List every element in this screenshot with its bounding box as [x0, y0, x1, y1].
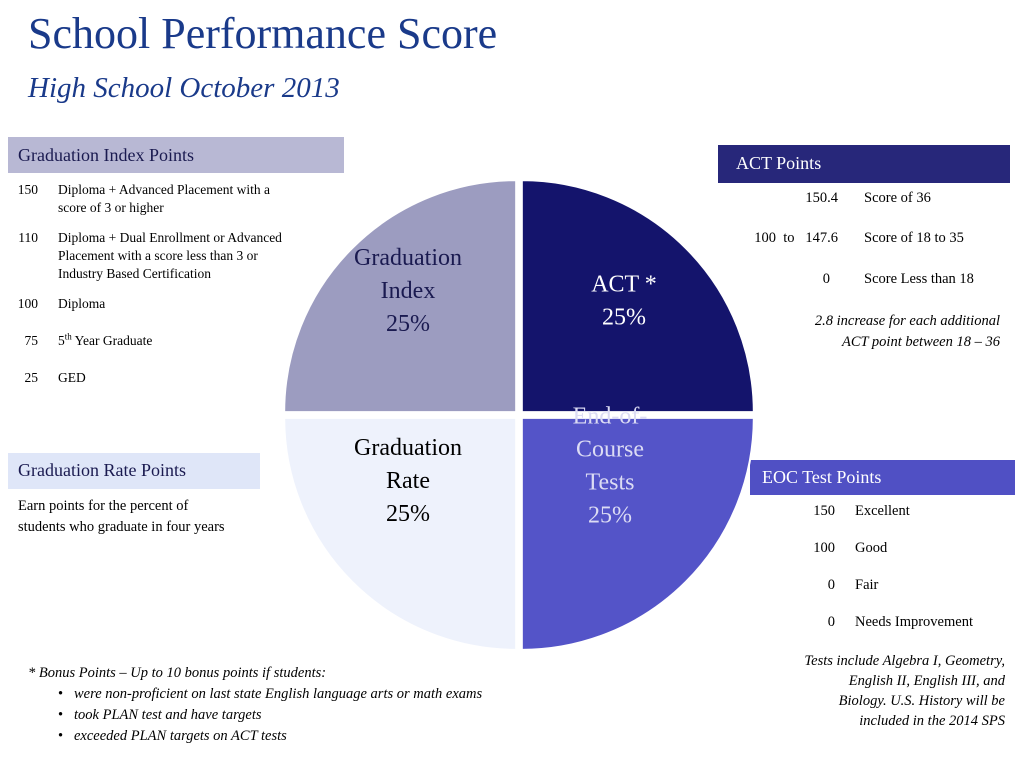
points-value: 75 — [24, 333, 38, 348]
row-description: GED — [58, 370, 86, 385]
graduation-rate-description: Earn points for the percent of students who graduate in four years — [18, 498, 225, 535]
pie-slice-label: End-of-Course Tests 25% — [572, 403, 648, 529]
row-description: Score Less than 18 — [864, 271, 974, 287]
points-value: 0 — [827, 577, 835, 593]
row-description: Diploma — [58, 296, 106, 311]
pie-slice-label: Graduation Index 25% — [354, 245, 462, 337]
bullet: • — [58, 686, 64, 702]
row-description: Score of 36 — [864, 190, 931, 206]
act-note: 2.8 increase for each additional ACT point between 18 – 36 — [814, 313, 1000, 350]
pie-chart-svg — [284, 180, 754, 650]
eoc-points-table — [760, 503, 1010, 633]
bonus-points-note — [28, 663, 588, 747]
bonus-list — [28, 684, 588, 747]
act-points-table — [718, 190, 1018, 300]
points-value: 0 — [827, 614, 835, 630]
row-description: Score of 18 to 35 — [864, 230, 964, 246]
row-description: 5th Year Graduate — [58, 331, 153, 348]
row-description: Excellent — [855, 503, 910, 519]
points-value: 150 — [17, 182, 38, 197]
points-value: 150 — [813, 503, 835, 519]
page-subtitle: High School October 2013 — [28, 72, 340, 104]
eoc-points-header: EOC Test Points — [750, 460, 1015, 495]
page-title: School Performance Score — [28, 9, 498, 58]
points-value: 100 — [17, 296, 38, 311]
row-description: Diploma + Dual Enrollment or Advanced Placement with a score less than 3 or Industry Based Certification — [58, 230, 282, 281]
graduation-index-header: Graduation Index Points — [8, 137, 344, 173]
pie-slice-label: Graduation Rate 25% — [354, 435, 462, 527]
row-description: Needs Improvement — [855, 614, 973, 630]
points-value: 0 — [822, 271, 830, 287]
row-description: Good — [855, 540, 888, 556]
row-description: Diploma + Advanced Placement with a score of 3 or higher — [58, 182, 270, 215]
bonus-intro: * Bonus Points – Up to 10 bonus points if students: — [28, 665, 327, 681]
sps-pie-chart — [284, 180, 754, 650]
bonus-item: • exceeded PLAN targets on ACT tests — [74, 726, 588, 747]
bullet: • — [58, 707, 64, 723]
points-value: 25 — [24, 370, 38, 385]
points-value: 110 — [18, 230, 38, 245]
points-value: 150.4 — [805, 190, 838, 206]
points-value: 100 to 147.6 — [754, 230, 838, 246]
act-points-header: ACT Points — [718, 145, 1010, 183]
bullet: • — [58, 728, 64, 744]
eoc-note: Tests include Algebra I, Geometry, English II, English III, and Biology. U.S. History will be included in the 2014 SPS — [804, 653, 1005, 729]
graduation-rate-header: Graduation Rate Points — [8, 453, 260, 489]
pie-slice-label: ACT * 25% — [591, 271, 657, 331]
row-description: Fair — [855, 577, 879, 593]
bonus-item: • were non-proficient on last state English language arts or math exams — [74, 684, 588, 705]
bonus-item: • took PLAN test and have targets — [74, 705, 588, 726]
points-value: 100 — [813, 540, 835, 556]
